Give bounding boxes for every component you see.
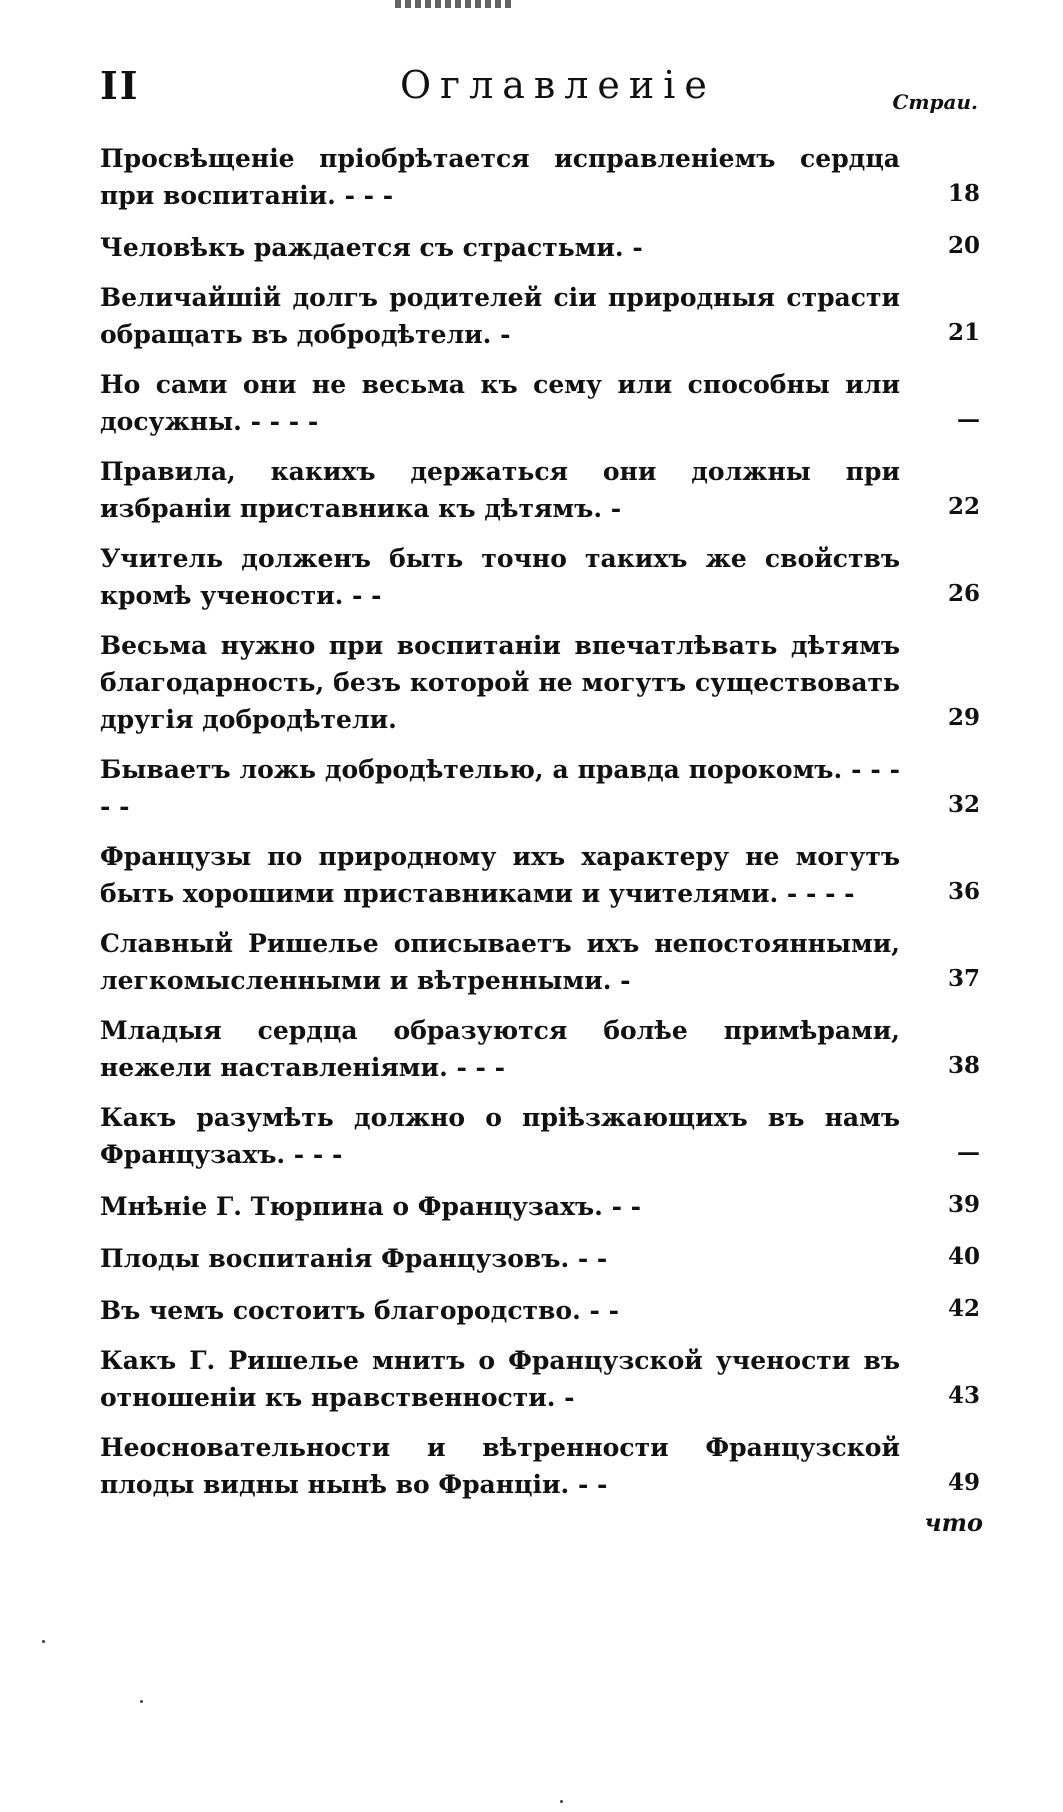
toc-entry [100,1429,980,1503]
table-of-contents [100,140,980,1516]
toc-entry-text: Плоды воспитанія Французовъ. - - [100,1244,608,1273]
toc-entry [100,140,980,214]
toc-entry-page: 29 [947,704,980,731]
toc-entry-page: 40 [947,1243,980,1270]
toc-entry [100,838,980,912]
toc-entry-text: Бываетъ ложь добродѣтелью, а правда порокомъ. - - - - - [100,755,900,821]
toc-entry-page: 37 [947,965,980,992]
toc-entry-page: 32 [947,791,980,818]
toc-entry-text: Какъ Г. Ришелье мнитъ о Французской учености въ отношеніи къ нравственности. - [100,1346,900,1412]
page-number: II [100,63,140,108]
toc-entry [100,1099,980,1173]
toc-entry-text: Мнѣніе Г. Тюрпина о Французахъ. - - [100,1192,642,1221]
toc-entry-page: 38 [947,1052,980,1079]
toc-entry [100,1238,980,1277]
top-edge-mark [395,0,515,8]
toc-entry-text: Французы по природному ихъ характеру не могутъ быть хорошими приставниками и учителями. - - - - [100,842,900,908]
toc-entry-page: 20 [947,232,980,259]
toc-entry-page: 49 [947,1469,980,1496]
toc-entry [100,279,980,353]
toc-entry [100,1290,980,1329]
toc-entry-text: Весьма нужно при воспитаніи впечатлѣвать дѣтямъ благодарность, безъ которой не могутъ существовать другія добродѣтели. [100,631,900,734]
toc-entry-page: 26 [947,580,980,607]
toc-entry-page: 22 [947,493,980,520]
toc-entry-page: — [957,1139,980,1166]
toc-entry-text: Просвѣщеніе пріобрѣтается исправленіемъ сердца при воспитаніи. - - - [100,144,900,210]
toc-entry-text: Младыя сердца образуются болѣе примѣрами, нежели наставленіями. - - - [100,1016,900,1082]
toc-entry [100,366,980,440]
toc-entry-page: 36 [947,878,980,905]
toc-entry [100,1186,980,1225]
toc-entry-page: — [957,406,980,433]
toc-entry [100,540,980,614]
toc-entry-text: Въ чемъ состоитъ благородство. - - [100,1296,619,1325]
toc-entry-text: Человѣкъ раждается съ страстьми. - [100,233,643,262]
paper-speck [140,1700,143,1703]
toc-entry-page: 43 [947,1382,980,1409]
toc-entry [100,1342,980,1416]
page-column-label: Страи. [892,90,978,114]
toc-entry-text: Славный Ришелье описываетъ ихъ непостоянными, легкомысленными и вѣтренными. - [100,929,900,995]
toc-entry [100,627,980,738]
catchword: что [924,1508,983,1537]
toc-entry-text: Но сами они не весьма къ сему или способны или досужны. - - - - [100,370,900,436]
toc-entry [100,453,980,527]
toc-entry-text: Правила, какихъ держаться они должны при избраніи приставника къ дѣтямъ. - [100,457,900,523]
toc-entry [100,227,980,266]
toc-entry-text: Учитель долженъ быть точно такихъ же свойствъ кромѣ учености. - - [100,544,900,610]
toc-entry-page: 21 [947,319,980,346]
toc-entry-page: 39 [947,1191,980,1218]
paper-speck [560,1800,563,1803]
toc-entry-page: 42 [947,1295,980,1322]
page-header [100,55,970,115]
toc-entry [100,751,980,825]
toc-entry [100,925,980,999]
page-title: Оглавлеиіе [400,63,716,107]
paper-speck [42,1640,45,1643]
toc-entry-text: Величайшій долгъ родителей сіи природныя страсти обращать въ добродѣтели. - [100,283,900,349]
toc-entry [100,1012,980,1086]
toc-entry-text: Какъ разумѣть должно о пріѣзжающихъ въ намъ Французахъ. - - - [100,1103,900,1169]
toc-entry-page: 18 [947,180,980,207]
toc-entry-text: Неосновательности и вѣтренности Французской плоды видны нынѣ во Франціи. - - [100,1433,900,1499]
